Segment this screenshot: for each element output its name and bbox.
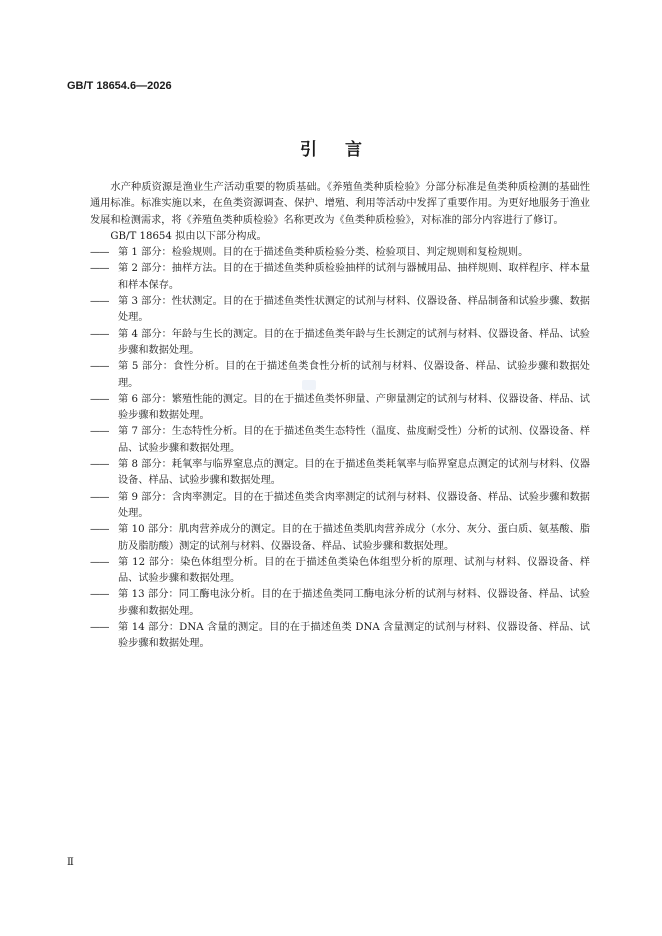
standard-code: GB/T 18654.6—2026 xyxy=(67,80,172,92)
part-dash: —— xyxy=(90,296,109,308)
part-item xyxy=(90,245,590,261)
part-text: 第 5 部分：食性分析。目的在于描述鱼类食性分析的试剂与材料、仪器设备、样品、试验步骤和数据处理。 xyxy=(118,361,590,389)
part-item xyxy=(90,457,590,490)
part-dash: —— xyxy=(90,426,109,438)
page-title: 引言 xyxy=(300,140,390,160)
part-text: 第 13 部分：同工酶电泳分析。目的在于描述鱼类同工酶电泳分析的试剂与材料、仪器设备、样品、试验步骤和数据处理。 xyxy=(118,589,590,617)
part-dash: —— xyxy=(90,491,109,503)
parts-intro: GB/T 18654 拟由以下部分构成。 xyxy=(110,230,267,242)
part-item xyxy=(90,392,590,425)
part-dash: —— xyxy=(90,589,109,601)
part-item xyxy=(90,490,590,523)
part-dash: —— xyxy=(90,524,109,536)
part-text: 第 7 部分：生态特性分析。目的在于描述鱼类生态特性（温度、盐度耐受性）分析的试剂、仪器设备、样品、试验步骤和数据处理。 xyxy=(118,426,590,454)
part-text: 第 9 部分：含肉率测定。目的在于描述鱼类含肉率测定的试剂与材料、仪器设备、样品、试验步骤和数据处理。 xyxy=(118,491,590,519)
part-text: 第 10 部分：肌肉营养成分的测定。目的在于描述鱼类肌肉营养成分（水分、灰分、蛋白质、氨基酸、脂肪及脂肪酸）测定的试剂与材料、仪器设备、样品、试验步骤和数据处理。 xyxy=(118,524,590,552)
part-item xyxy=(90,587,590,620)
part-item xyxy=(90,424,590,457)
part-dash: —— xyxy=(90,361,109,373)
part-dash: —— xyxy=(90,393,109,405)
part-text: 第 4 部分：年龄与生长的测定。目的在于描述鱼类年龄与生长测定的试剂与材料、仪器设备、样品、试验步骤和数据处理。 xyxy=(118,328,590,356)
part-dash: —— xyxy=(90,556,109,568)
page-number: Ⅱ xyxy=(67,857,74,868)
part-text: 第 2 部分：抽样方法。目的在于描述鱼类种质检验抽样的试剂与器械用品、抽样规则、取样程序、样本量和样本保存。 xyxy=(118,263,590,291)
part-item xyxy=(90,555,590,588)
watermark-logo xyxy=(302,380,316,390)
part-dash: —— xyxy=(90,263,109,275)
intro-paragraph: 水产种质资源是渔业生产活动重要的物质基础。《养殖鱼类种质检验》分部分标准是鱼类种质检测的基础性通用标准。标准实施以来，在鱼类资源调查、保护、增殖、利用等活动中发挥了重要作用。为更好地服务于渔业发展和检测需求，将《养殖鱼类种质检验》名称更改为《鱼类种质检验》，对标准的部分内容进行了修订。 xyxy=(90,182,590,226)
parts-list xyxy=(90,245,590,652)
part-item xyxy=(90,522,590,555)
part-dash: —— xyxy=(90,247,109,259)
part-dash: —— xyxy=(90,459,109,471)
part-item xyxy=(90,327,590,360)
part-dash: —— xyxy=(90,622,109,634)
part-dash: —— xyxy=(90,328,109,340)
part-text: 第 6 部分：繁殖性能的测定。目的在于描述鱼类怀卵量、产卵量测定的试剂与材料、仪器设备、样品、试验步骤和数据处理。 xyxy=(118,393,590,422)
part-text: 第 3 部分：性状测定。目的在于描述鱼类性状测定的试剂与材料、仪器设备、样品制备和试验步骤、数据处理。 xyxy=(118,296,590,324)
part-item xyxy=(90,620,590,653)
part-item xyxy=(90,294,590,327)
document-body xyxy=(90,180,590,653)
part-text: 第 12 部分：染色体组型分析。目的在于描述鱼类染色体组型分析的原理、试剂与材料、仪器设备、样品、试验步骤和数据处理。 xyxy=(118,556,590,585)
part-text: 第 1 部分：检验规则。目的在于描述鱼类种质检验分类、检验项目、判定规则和复检规则。 xyxy=(118,247,529,259)
part-item xyxy=(90,359,590,392)
part-text: 第 8 部分：耗氧率与临界窒息点的测定。目的在于描述鱼类耗氧率与临界窒息点测定的试剂与材料、仪器设备、样品、试验步骤和数据处理。 xyxy=(118,459,590,487)
part-item xyxy=(90,261,590,294)
part-text: 第 14 部分：DNA 含量的测定。目的在于描述鱼类 DNA 含量测定的试剂与材料、仪器设备、样品、试验步骤和数据处理。 xyxy=(118,622,590,650)
